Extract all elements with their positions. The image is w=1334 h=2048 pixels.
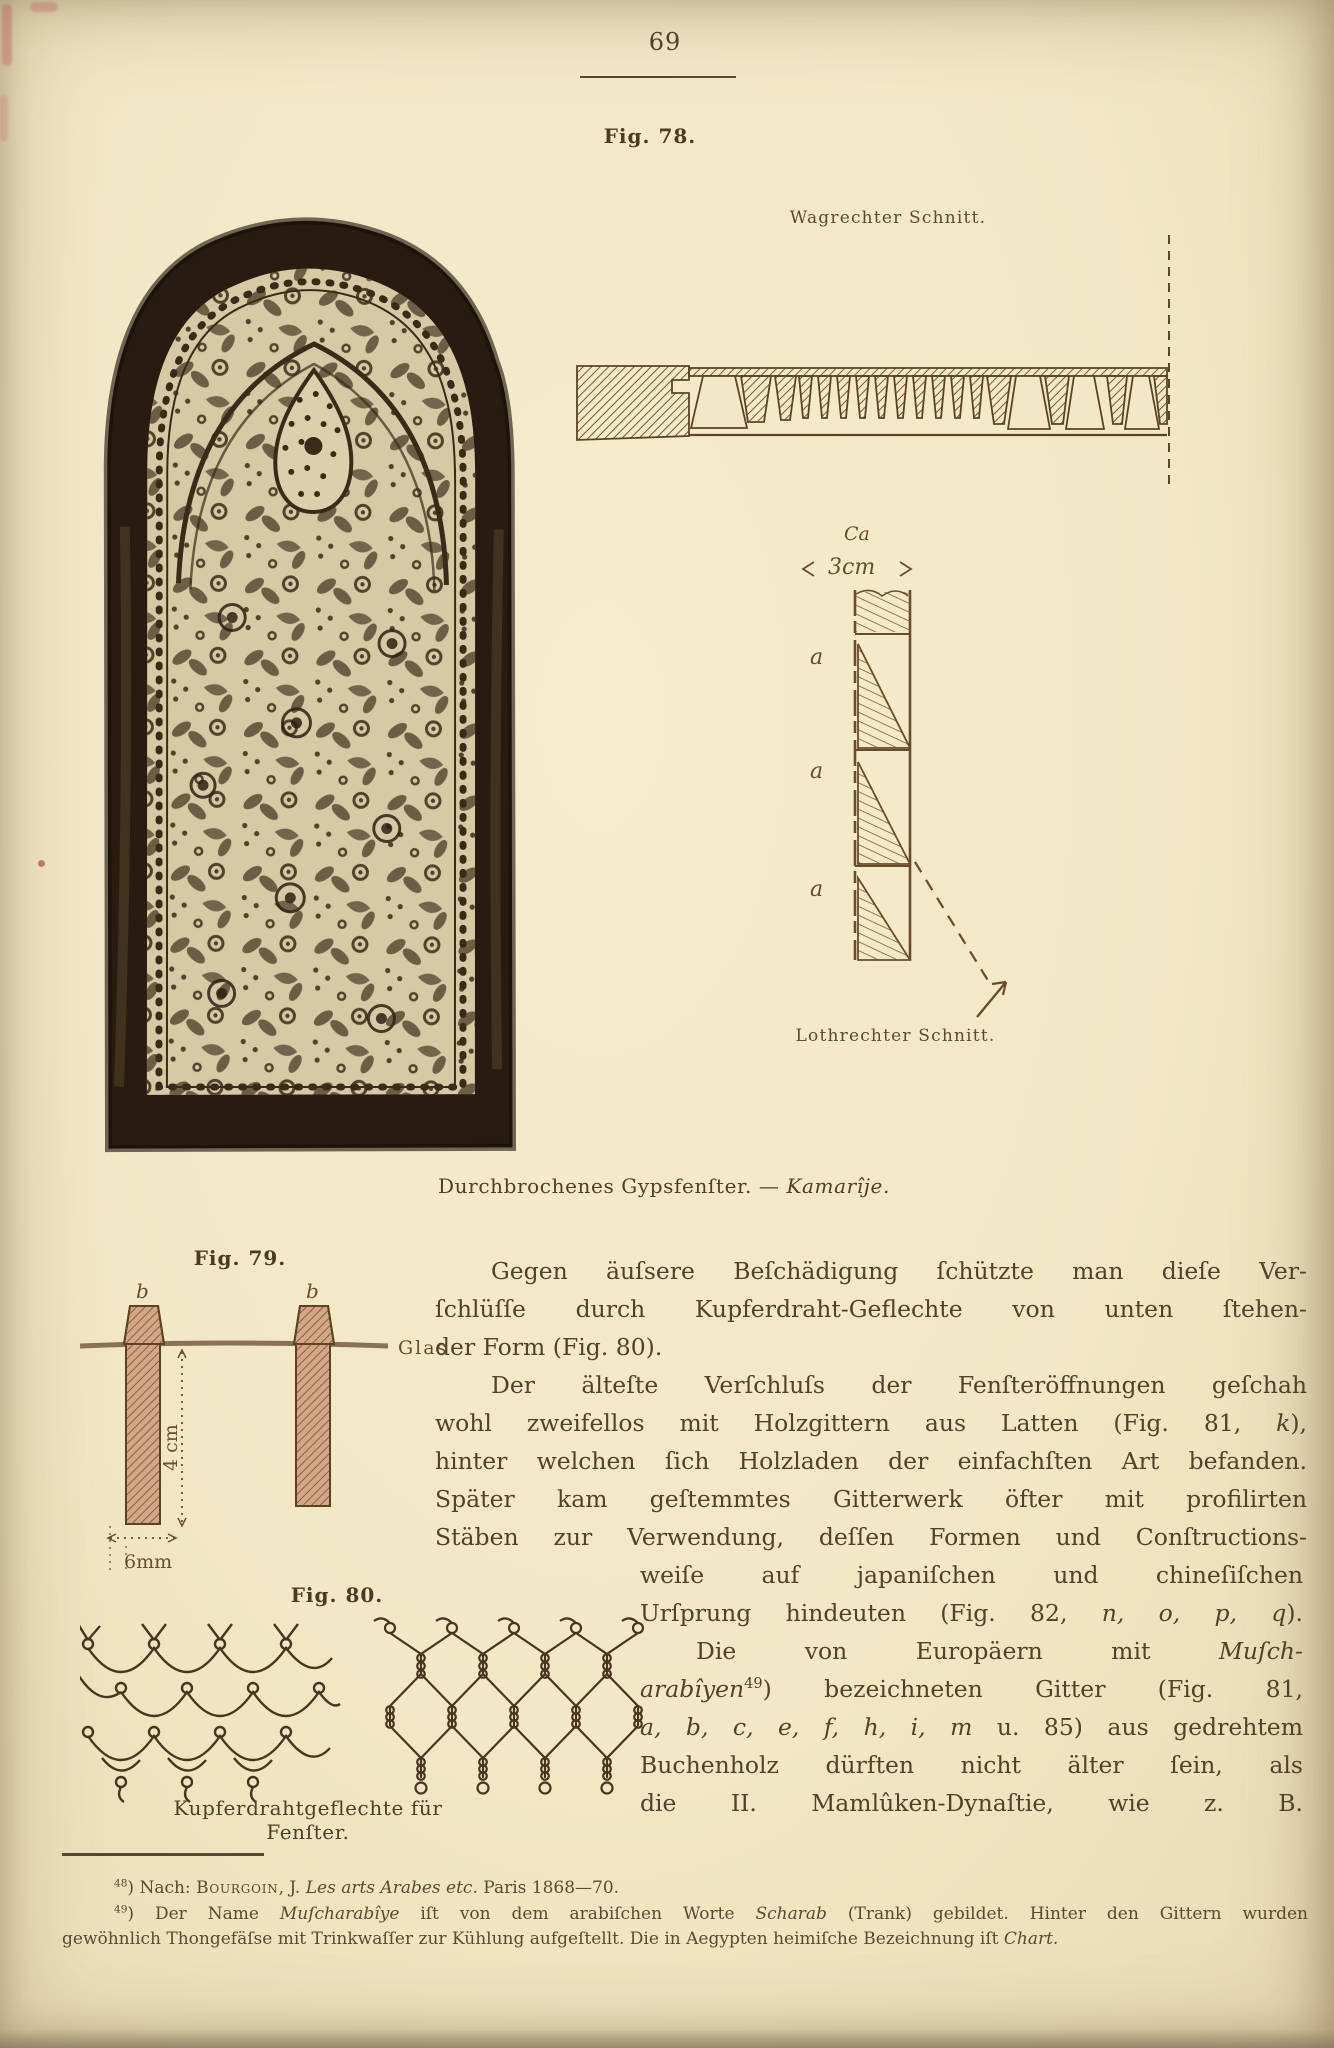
wall-band — [577, 235, 1169, 488]
mesh-twisted — [374, 1618, 643, 1793]
scan-dot — [38, 860, 45, 867]
fig80-svg — [80, 1608, 660, 1803]
fig79-svg — [78, 1280, 458, 1580]
body-text-line: Stäben zur Verwendung, deſſen Formen und Conſtructions- — [435, 1523, 1307, 1551]
scan-smudge — [0, 95, 8, 141]
glass-bar-2 — [294, 1306, 334, 1506]
footnote-line: gewöhnlich Thongefäſse mit Trinkwaſſer zur Kühlung aufgeſtellt. Die in Aegypten heimiſche Bezeichnung iſt Chart. — [62, 1929, 1059, 1949]
body-text-line: Gegen äuſsere Beſchädigung ſchützte man dieſe Ver- — [491, 1257, 1307, 1285]
scan-smudge — [2, 4, 12, 66]
jamb-strip — [855, 590, 910, 960]
body-text-line: ſchlüſſe durch Kupferdraht-Geflechte von unten ſtehen- — [435, 1295, 1307, 1323]
footnotes — [62, 1876, 1308, 1953]
fig78-caption: Durchbrochenes Gypsfenſter. — Kamarîje. — [438, 1174, 890, 1198]
fig80-caption: Kupferdrahtgeflechte für Fenſter. — [173, 1796, 443, 1844]
vertical-section-svg — [752, 512, 1052, 1072]
glas-label: Glas — [398, 1337, 449, 1359]
body-text-line: arabîyen$^{49}$) bezeichneten Gitter (Fig. 81, — [640, 1675, 1303, 1703]
fig80-label: Fig. 80. — [290, 1583, 384, 1607]
body-text-line: Urſprung hindeuten (Fig. 82, n, o, p, q). — [640, 1599, 1303, 1627]
body-text-line: Die von Europäern mit Muſch- — [696, 1637, 1303, 1665]
window-photo-svg — [88, 136, 531, 1163]
body-text-line: die II. Mamlûken-Dynaſtie, wie z. B. — [640, 1789, 1303, 1817]
dim-4cm-label: 4 cm — [160, 1424, 182, 1471]
sight-arrow — [915, 862, 1006, 1017]
dim-6mm-label: 6mm — [124, 1551, 173, 1573]
body-text-line: Buchenholz dürften nicht älter ſein, als — [640, 1751, 1303, 1779]
label-b-2: b — [306, 1280, 319, 1303]
scan-bottom-edge — [0, 2030, 1334, 2048]
body-text-line: a, b, c, e, f, h, i, m u. 85) aus gedrehtem — [640, 1713, 1303, 1741]
scan-smudge — [30, 2, 58, 12]
dim-3cm-label: 3cm — [828, 555, 876, 580]
horizontal-section-drawing — [575, 230, 1185, 492]
footnote-rule — [62, 1853, 264, 1856]
mesh-looped — [80, 1624, 340, 1802]
fig78-label: Fig. 78. — [603, 124, 697, 148]
page-number-rule — [580, 76, 736, 78]
fig79-drawing — [78, 1280, 458, 1580]
vertical-section-drawing — [752, 512, 1052, 1072]
body-text-column-wide — [435, 1252, 1307, 1556]
window-photo — [88, 136, 531, 1163]
dim-ca-label: Ca — [844, 523, 870, 545]
body-text-column-narrow — [640, 1556, 1303, 1822]
footnote-line: $^{49}$) Der Name Muſcharabîye iſt von dem arabiſchen Worte Scharab (Trank) gebildet. Hinter den Gittern wurden — [114, 1902, 1308, 1924]
fig80-drawing — [80, 1608, 660, 1803]
body-text-line: wohl zweifellos mit Holzgittern aus Latten (Fig. 81, k), — [435, 1409, 1307, 1437]
window-carved-panel — [129, 247, 495, 1109]
label-a-3: a — [810, 877, 824, 902]
body-text-line: hinter welchen ſich Holzladen der einfachſten Art befanden. — [435, 1447, 1307, 1475]
body-text-line: Der älteſte Verſchluſs der Fenſteröffnungen geſchah — [491, 1371, 1307, 1399]
label-a-1: a — [810, 645, 824, 670]
label-a-2: a — [810, 759, 824, 784]
label-b-1: b — [136, 1280, 149, 1303]
fig78-vertical-section-label: Lothrechter Schnitt. — [795, 1026, 996, 1046]
horizontal-section-svg — [575, 230, 1185, 492]
fig79-label: Fig. 79. — [193, 1246, 287, 1270]
footnote-line: $^{48}$) Nach: Bourgoin, J. Les arts Arabes etc. Paris 1868—70. — [114, 1877, 620, 1898]
body-text-line: Später kam geſtemmtes Gitterwerk öfter mit profilirten — [435, 1485, 1307, 1513]
body-text-line: weiſe auf japaniſchen und chineſiſchen — [640, 1561, 1303, 1589]
body-text-line: der Form (Fig. 80). — [435, 1333, 663, 1361]
page-number: 69 — [648, 28, 682, 56]
fig78-horizontal-section-label: Wagrechter Schnitt. — [789, 208, 987, 228]
glass-bar-1 — [124, 1306, 164, 1524]
